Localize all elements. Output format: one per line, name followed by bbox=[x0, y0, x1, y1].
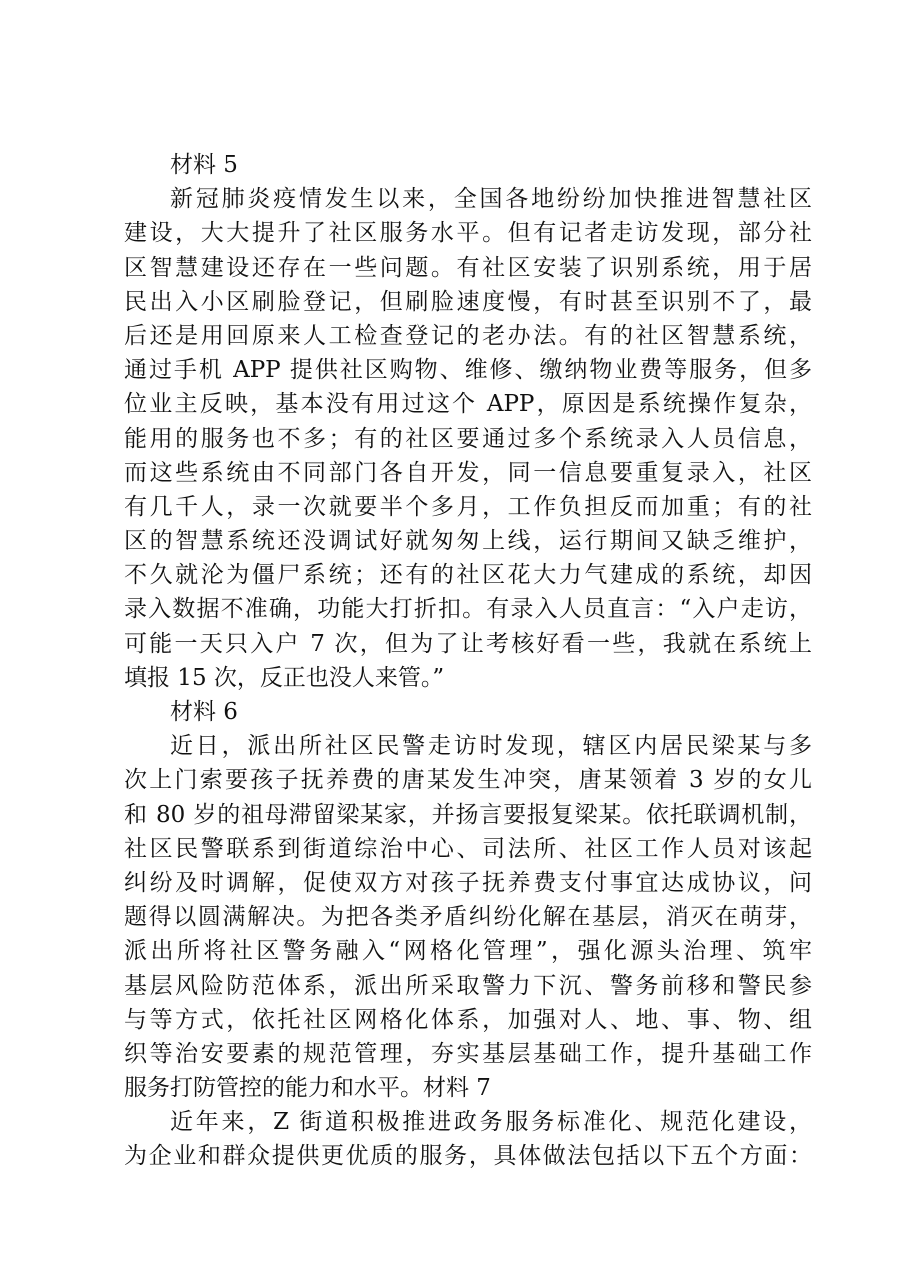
text-line: 有几千人，录一次就要半个多月，工作负担反而加重；有的社 bbox=[124, 493, 812, 520]
text-line: 填报 15 次，反正也没人来管。” bbox=[124, 664, 445, 691]
text-line: 材料 5 bbox=[170, 152, 238, 178]
text-line: 可能一天只入户 7 次，但为了让考核好看一些，我就在系统上 bbox=[124, 630, 812, 657]
text-line: 后还是用回原来人工检查登记的老办法。有的社区智慧系统， bbox=[124, 322, 812, 349]
text-line: 新冠肺炎疫情发生以来，全国各地纷纷加快推进智慧社区 bbox=[170, 186, 812, 213]
text-line: 基层风险防范体系，派出所采取警力下沉、警务前移和警民参 bbox=[124, 972, 812, 999]
text-line: 为企业和群众提供更优质的服务，具体做法包括以下五个方面： bbox=[124, 1143, 812, 1170]
text-line: 材料 6 bbox=[170, 699, 238, 725]
text-line: 近日，派出所社区民警走访时发现，辖区内居民梁某与多 bbox=[170, 733, 812, 760]
text-line: 录入数据不准确，功能大打折扣。有录入人员直言：“入户走访， bbox=[124, 596, 812, 623]
text-line: 服务打防管控的能力和水平。材料 7 bbox=[124, 1075, 491, 1102]
text-line: 社区民警联系到街道综治中心、司法所、社区工作人员对该起 bbox=[124, 835, 812, 862]
text-line: 不久就沦为僵尸系统；还有的社区花大力气建成的系统，却因 bbox=[124, 562, 812, 589]
document-body bbox=[124, 148, 812, 1174]
text-line: 民出入小区刷脸登记，但刷脸速度慢，有时甚至识别不了，最 bbox=[124, 288, 812, 315]
text-line: 位业主反映，基本没有用过这个 APP，原因是系统操作复杂， bbox=[124, 391, 812, 418]
text-line: 与等方式，依托社区网格化体系，加强对人、地、事、物、组 bbox=[124, 1006, 812, 1033]
text-line: 织等治安要素的规范管理，夯实基层基础工作，提升基础工作 bbox=[124, 1040, 812, 1067]
text-line: 和 80 岁的祖母滞留梁某家，并扬言要报复梁某。依托联调机制， bbox=[124, 801, 812, 828]
text-line: 能用的服务也不多；有的社区要通过多个系统录入人员信息， bbox=[124, 425, 812, 452]
text-line: 次上门索要孩子抚养费的唐某发生冲突，唐某领着 3 岁的女儿 bbox=[124, 767, 812, 794]
text-line: 题得以圆满解决。为把各类矛盾纠纷化解在基层，消灭在萌芽， bbox=[124, 904, 812, 931]
text-line: 而这些系统由不同部门各自开发，同一信息要重复录入，社区 bbox=[124, 459, 812, 486]
text-line: 区的智慧系统还没调试好就匆匆上线，运行期间又缺乏维护， bbox=[124, 528, 812, 555]
text-line: 通过手机 APP 提供社区购物、维修、缴纳物业费等服务，但多 bbox=[124, 357, 812, 384]
text-line: 区智慧建设还存在一些问题。有社区安装了识别系统，用于居 bbox=[124, 254, 812, 281]
text-line: 纠纷及时调解，促使双方对孩子抚养费支付事宜达成协议，问 bbox=[124, 869, 812, 896]
text-line: 近年来，Z 街道积极推进政务服务标准化、规范化建设， bbox=[170, 1109, 812, 1136]
text-line: 建设，大大提升了社区服务水平。但有记者走访发现，部分社 bbox=[124, 220, 812, 247]
text-line: 派出所将社区警务融入“网格化管理”，强化源头治理、筑牢 bbox=[124, 938, 812, 965]
